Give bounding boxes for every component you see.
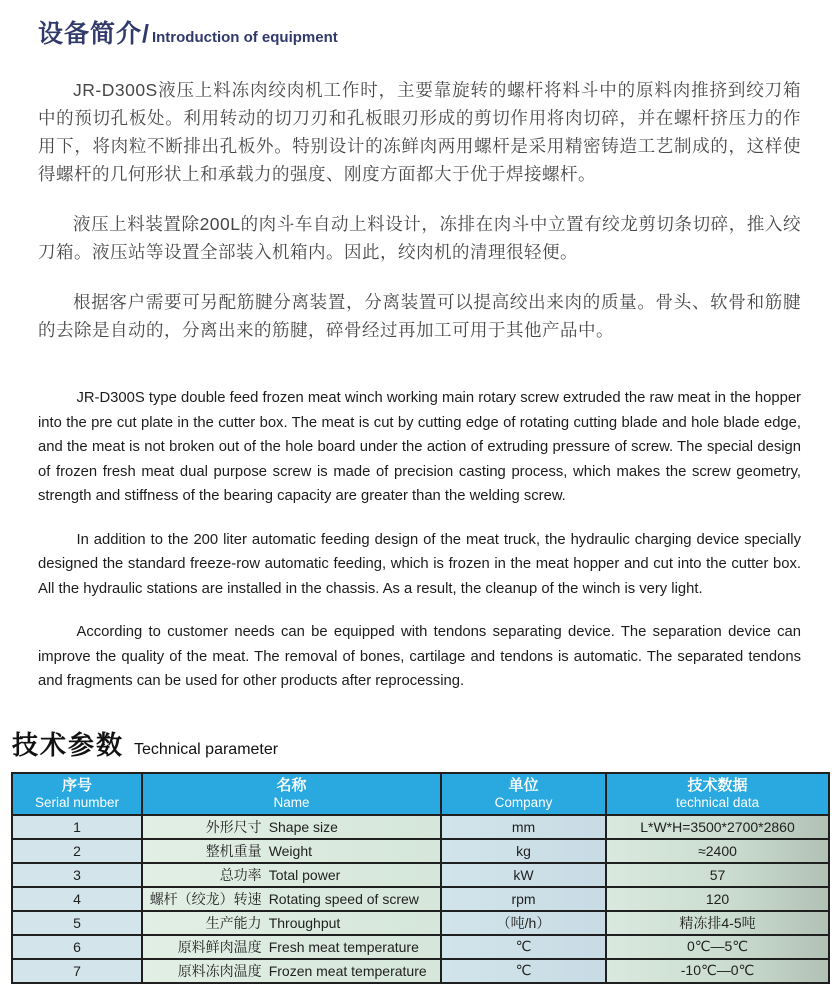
cell-name-cn: 总功率 <box>219 866 262 883</box>
cell-value: 0℃—5℃ <box>606 935 829 959</box>
table-row <box>12 815 829 839</box>
cell-name-cn: 原料鲜肉温度 <box>177 938 262 955</box>
cell-serial: 1 <box>12 815 142 839</box>
cell-name-cn: 整机重量 <box>205 842 262 859</box>
intro-title-cn: 设备简介/ <box>38 20 150 48</box>
cell-unit: kW <box>441 863 606 887</box>
cell-name <box>142 839 441 863</box>
header-serial-number-en: Serial number <box>34 794 120 810</box>
header-serial-number <box>12 773 142 815</box>
cell-name-en: Total power <box>268 866 341 883</box>
header-unit <box>441 773 606 815</box>
cell-unit: rpm <box>441 887 606 911</box>
tech-title-en: Technical parameter <box>134 740 279 758</box>
cell-name-en: Weight <box>268 842 313 859</box>
header-technical-data <box>606 773 829 815</box>
tech-section-title <box>0 713 839 772</box>
english-paragraphs <box>0 366 839 694</box>
cell-name <box>142 959 441 983</box>
cell-name <box>142 815 441 839</box>
cell-unit: ℃ <box>441 959 606 983</box>
header-name-en: Name <box>273 794 310 810</box>
technical-parameter-table <box>11 772 830 984</box>
header-name <box>142 773 441 815</box>
cell-name-cn: 外形尺寸 <box>205 818 262 835</box>
cell-serial: 3 <box>12 863 142 887</box>
english-paragraph-1: JR-D300S type double feed frozen meat winch working main rotary screw extruded the raw meat in the hopper into the pre cut plate in the cutter box. The meat is cut by cutting edge of rotating cutting blade and hole blade edge, and the meat is not broken out of the hole board under the action of extruding pressure of screw. The special design of frozen fresh meat dual purpose screw is made of precision casting process, which makes the screw geometry, strength and stiffness of the bearing capacity are greater than the welding screw. <box>38 390 801 504</box>
chinese-paragraph-3: 根据客户需要可另配筋腱分离装置，分离装置可以提高绞出来肉的质量。骨头、软骨和筋腱的去除是自动的，分离出来的筋腱，碎骨经过再加工可用于其他产品中。 <box>38 292 801 340</box>
cell-name-en: Throughput <box>268 914 341 931</box>
cell-value: L*W*H=3500*2700*2860 <box>606 815 829 839</box>
header-unit-en: Company <box>494 794 553 810</box>
cell-unit: ℃ <box>441 935 606 959</box>
header-unit-cn: 单位 <box>508 776 539 794</box>
cell-name-en: Shape size <box>268 818 338 835</box>
cell-name-en: Frozen meat temperature <box>268 962 427 979</box>
cell-serial: 6 <box>12 935 142 959</box>
chinese-paragraph-1: JR-D300S液压上料冻肉绞肉机工作时，主要靠旋转的螺杆将料斗中的原料肉推挤到绞刀箱中的预切孔板处。利用转动的切刀刃和孔板眼刃形成的剪切作用将肉切碎，并在螺杆挤压力的作用下，将肉粒不断排出孔板外。特别设计的冻鲜肉两用螺杆是采用精密铸造工艺制成的，这样使得螺杆的几何形状上和承载力的强度、刚度方面都大于优于焊接螺杆。 <box>38 80 801 184</box>
chinese-paragraphs <box>0 50 839 344</box>
header-technical-data-cn: 技术数据 <box>687 776 748 794</box>
cell-serial: 5 <box>12 911 142 935</box>
cell-name <box>142 863 441 887</box>
cell-value: -10℃—0℃ <box>606 959 829 983</box>
header-serial-number-cn: 序号 <box>61 776 92 794</box>
cell-value: 精冻排4-5吨 <box>606 911 829 935</box>
cell-name-en: Fresh meat temperature <box>268 938 419 955</box>
cell-unit: mm <box>441 815 606 839</box>
technical-parameter-table-wrap <box>11 772 828 984</box>
table-row <box>12 839 829 863</box>
cell-name <box>142 887 441 911</box>
table-header-row <box>12 773 829 815</box>
intro-section-title <box>0 14 839 50</box>
cell-serial: 4 <box>12 887 142 911</box>
cell-unit: （吨/h） <box>441 911 606 935</box>
english-paragraph-3: According to customer needs can be equipped with tendons separating device. The separation device can improve the quality of the meat. The removal of bones, cartilage and tendons is automatic. The separated tendons and fragments can be used for other products after reprocessing. <box>38 624 801 689</box>
cell-value: 120 <box>606 887 829 911</box>
header-technical-data-en: technical data <box>675 794 760 810</box>
cell-name-cn: 原料冻肉温度 <box>177 962 262 979</box>
cell-value: 57 <box>606 863 829 887</box>
chinese-paragraph-2: 液压上料装置除200L的肉斗车自动上料设计，冻排在肉斗中立置有绞龙剪切条切碎，推入绞刀箱。液压站等设置全部装入机箱内。因此，绞肉机的清理很轻便。 <box>38 214 801 262</box>
cell-unit: kg <box>441 839 606 863</box>
cell-serial: 2 <box>12 839 142 863</box>
table-row <box>12 911 829 935</box>
tech-title-cn: 技术参数 <box>12 729 125 760</box>
cell-name-cn: 螺杆（绞龙）转速 <box>149 890 262 907</box>
cell-name-cn: 生产能力 <box>205 914 262 931</box>
intro-title-en: Introduction of equipment <box>151 29 338 46</box>
cell-serial: 7 <box>12 959 142 983</box>
cell-value: ≈2400 <box>606 839 829 863</box>
table-row <box>12 959 829 983</box>
cell-name <box>142 911 441 935</box>
english-paragraph-2: In addition to the 200 liter automatic feeding design of the meat truck, the hydraulic charging device specially designed the standard freeze-row automatic feeding, which is frozen in the meat hopper and cut into the cutter box. All the hydraulic stations are installed in the chassis. As a result, the cleanup of the winch is very light. <box>38 531 801 597</box>
header-name-cn: 名称 <box>276 776 307 794</box>
table-row <box>12 863 829 887</box>
table-row <box>12 887 829 911</box>
cell-name-en: Rotating speed of screw <box>268 890 419 907</box>
